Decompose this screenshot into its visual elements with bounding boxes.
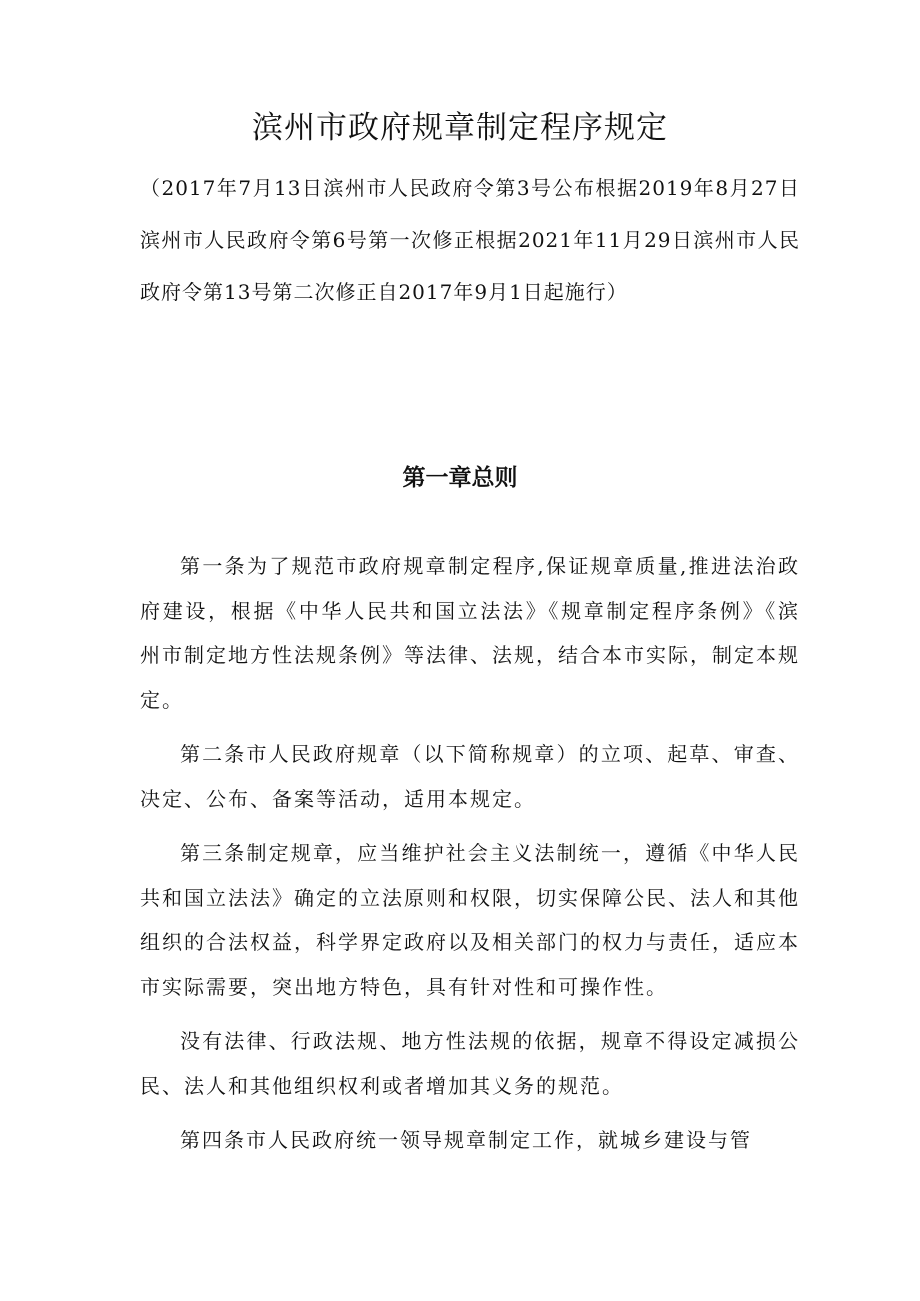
document-preamble: （2017年7月13日滨州市人民政府令第3号公布根据2019年8月27日滨州市人民政府令第6号第一次修正根据2021年11月29日滨州市人民政府令第13号第二次修正自2017年9月1日起施行） xyxy=(140,176,800,304)
document-body xyxy=(140,544,800,1163)
paragraph-article-1: 第一条为了规范市政府规章制定程序,保证规章质量,推进法治政府建设，根据《中华人民共和国立法法》《规章制定程序条例》《滨州市制定地方性法规条例》等法律、法规，结合本市实际，制定本规定。 xyxy=(140,554,800,712)
document-title: 滨州市政府规章制定程序规定 xyxy=(252,110,668,146)
paragraph-article-2: 第二条市人民政府规章（以下简称规章）的立项、起草、审查、决定、公布、备案等活动，适用本规定。 xyxy=(140,742,800,811)
paragraph-article-4: 第四条市人民政府统一领导规章制定工作，就城乡建设与管 xyxy=(180,1128,752,1152)
chapter-heading: 第一章总则 xyxy=(402,465,518,491)
paragraph-article-3-clause-2: 没有法律、行政法规、地方性法规的依据，规章不得设定减损公民、法人和其他组织权利或者增加其义务的规范。 xyxy=(140,1029,800,1098)
paragraph-article-3: 第三条制定规章，应当维护社会主义法制统一，遵循《中华人民共和国立法法》确定的立法原则和权限，切实保障公民、法人和其他组织的合法权益，科学界定政府以及相关部门的权力与责任，适应本市实际需要，突出地方特色，具有针对性和可操作性。 xyxy=(140,841,800,999)
